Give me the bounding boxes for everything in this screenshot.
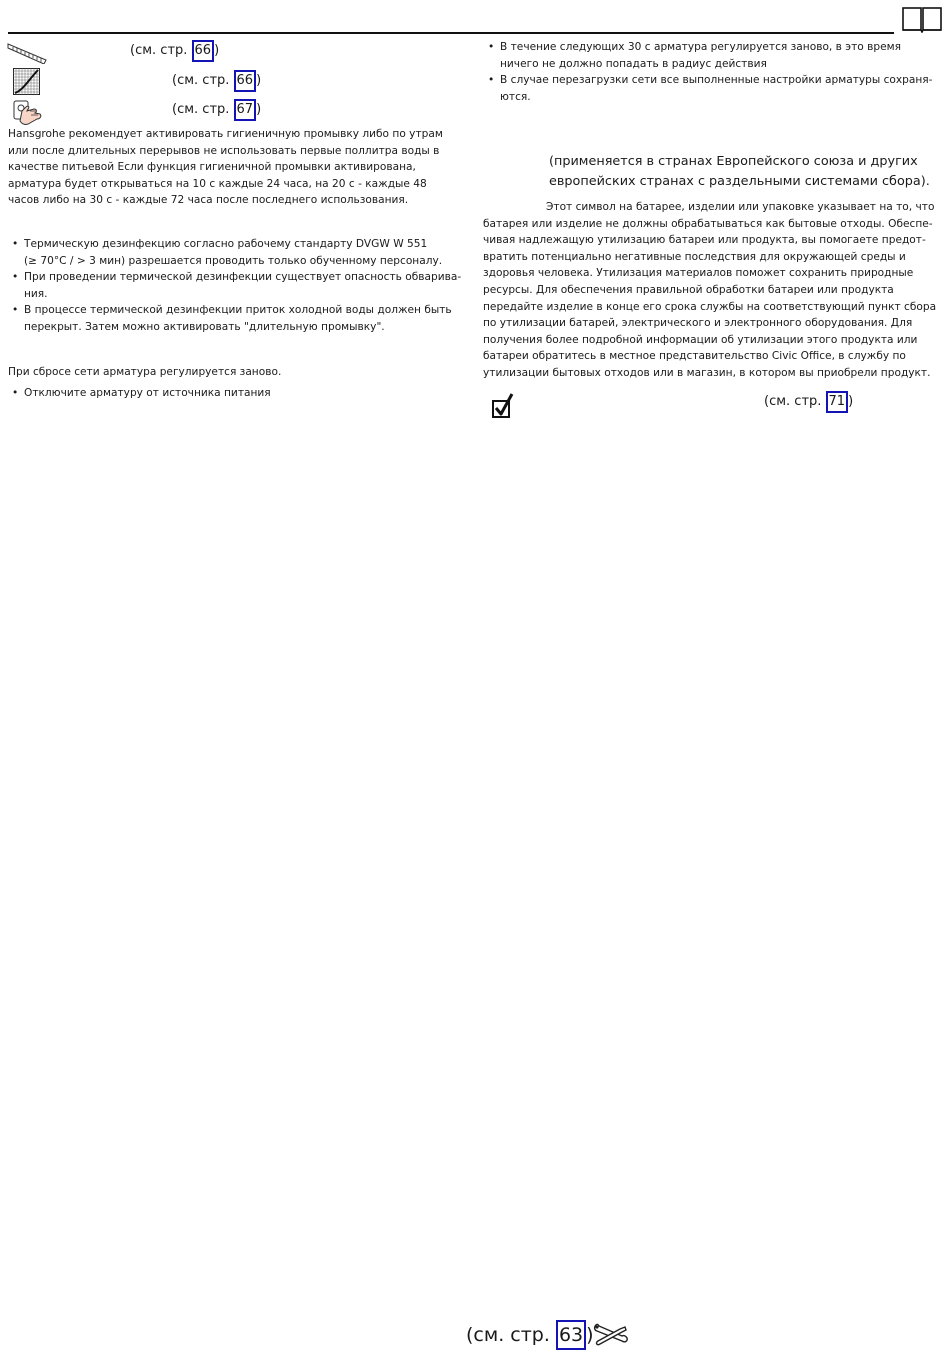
- page-link-66[interactable]: 66: [192, 40, 215, 62]
- ref-prefix: (см. стр.: [764, 394, 826, 409]
- text-line: (≥ 70°C / > 3 мин) разрешается проводить только обученному персоналу.: [24, 254, 443, 267]
- disposal-paragraph: [483, 199, 943, 382]
- list-item: [8, 302, 470, 335]
- text-line: ничего не должно попадать в радиус действия: [500, 57, 767, 70]
- wrench-screwdriver-icon: [592, 1321, 630, 1347]
- text-line: • В случае перезагрузки сети все выполненные настройки арматуры сохраня-: [500, 74, 933, 87]
- list-item: [8, 236, 470, 269]
- checkbox-icon: [491, 393, 515, 419]
- ref-suffix: ): [256, 102, 262, 117]
- ref-row-2: [172, 70, 261, 92]
- text-line: часов либо на 30 с - каждые 72 часа после последнего использования.: [8, 194, 409, 207]
- text-line: здоровья человека. Утилизация материалов поможет сохранить природные: [483, 267, 914, 280]
- ref-row-check: [764, 391, 853, 413]
- list-item: • Отключите арматуру от источника питания: [8, 385, 470, 402]
- disinfection-list: [8, 236, 470, 336]
- text-line: качестве питьевой Если функция гигиеничной промывки активирована,: [8, 161, 416, 174]
- ref-suffix: ): [586, 1324, 594, 1346]
- text-line: передайте изделие в конце его срока службы на соответствующий пункт сбора: [483, 300, 937, 313]
- ref-prefix: (см. стр.: [172, 102, 234, 117]
- text-line: или после длительных перерывов не использовать первые поллитра воды в: [8, 144, 440, 157]
- text-line: ются.: [500, 90, 531, 103]
- list-item: [484, 72, 940, 105]
- text-line: Hansgrohe рекомендует активировать гигиеничную промывку либо по утрам: [8, 128, 443, 140]
- right-top-list: [484, 39, 940, 105]
- text-line: получения более подробной информации об утилизации этого продукта или: [483, 333, 918, 346]
- reset-list: [8, 385, 470, 402]
- text-line: (применяется в странах Европейского союза и других: [549, 154, 918, 169]
- ref-prefix: (см. стр.: [130, 43, 192, 58]
- page-link-63[interactable]: 63: [556, 1320, 586, 1350]
- text-line: перекрыт. Затем можно активировать "длительную промывку".: [24, 320, 385, 333]
- text-line: арматура будет открываться на 10 с каждые 24 часа, на 20 с - каждые 48: [8, 177, 427, 190]
- ref-suffix: ): [214, 43, 220, 58]
- ref-row-3: [172, 99, 261, 121]
- text-line: Этот символ на батарее, изделии или упаковке указывает на то, что: [546, 201, 935, 213]
- text-line: батареи обратитесь в местное представительство Civic Office, в службу по: [483, 350, 906, 363]
- list-item: [8, 269, 470, 302]
- ruler-icon: [7, 42, 47, 64]
- grid-curve-icon: [13, 68, 40, 95]
- eu-applicability-note: [549, 152, 944, 192]
- text-line: по утилизации батарей, электрического и электронного оборудования. Для: [483, 317, 913, 330]
- text-line: батарея или изделие не должны обрабатываться как бытовые отходы. Обеспе-: [483, 217, 933, 230]
- header-rule: [8, 32, 894, 34]
- text-line: ния.: [24, 287, 48, 300]
- page-link-67[interactable]: 67: [234, 99, 257, 121]
- reset-text: При сбросе сети арматура регулируется заново.: [8, 366, 282, 378]
- text-line: ресурсы. Для обеспечения правильной обработки батареи или продукта: [483, 283, 894, 296]
- text-line: чивая надлежащую утилизацию батареи или продукта, вы помогаете предот-: [483, 234, 926, 247]
- text-line: • В процессе термической дезинфекции приток холодной воды должен быть: [24, 304, 452, 317]
- ref-row-1: [130, 40, 219, 62]
- footer-ref: [466, 1320, 594, 1350]
- text-line: • При проведении термической дезинфекции существует опасность обварива-: [24, 271, 462, 284]
- text-line: утилизации бытовых отходов или в магазин, в котором вы приобрели продукт.: [483, 366, 931, 379]
- text-line: • В течение следующих 30 с арматура регулируется заново, в это время: [500, 41, 901, 53]
- text-line: европейских странах с раздельными системами сбора).: [549, 174, 930, 189]
- text-line: вратить потенциально негативные последствия для окружающей среды и: [483, 250, 906, 263]
- list-item: [484, 39, 940, 72]
- hand-press-icon: [10, 99, 44, 127]
- ref-suffix: ): [848, 394, 854, 409]
- text-line: • Термическую дезинфекцию согласно рабочему стандарту DVGW W 551: [24, 238, 428, 250]
- ref-suffix: ): [256, 73, 262, 88]
- ref-prefix: (см. стр.: [172, 73, 234, 88]
- ref-prefix: (см. стр.: [466, 1324, 556, 1346]
- book-icon: [902, 7, 942, 33]
- hygiene-paragraph: [8, 126, 468, 209]
- page-link-71[interactable]: 71: [826, 391, 849, 413]
- page-link-66[interactable]: 66: [234, 70, 257, 92]
